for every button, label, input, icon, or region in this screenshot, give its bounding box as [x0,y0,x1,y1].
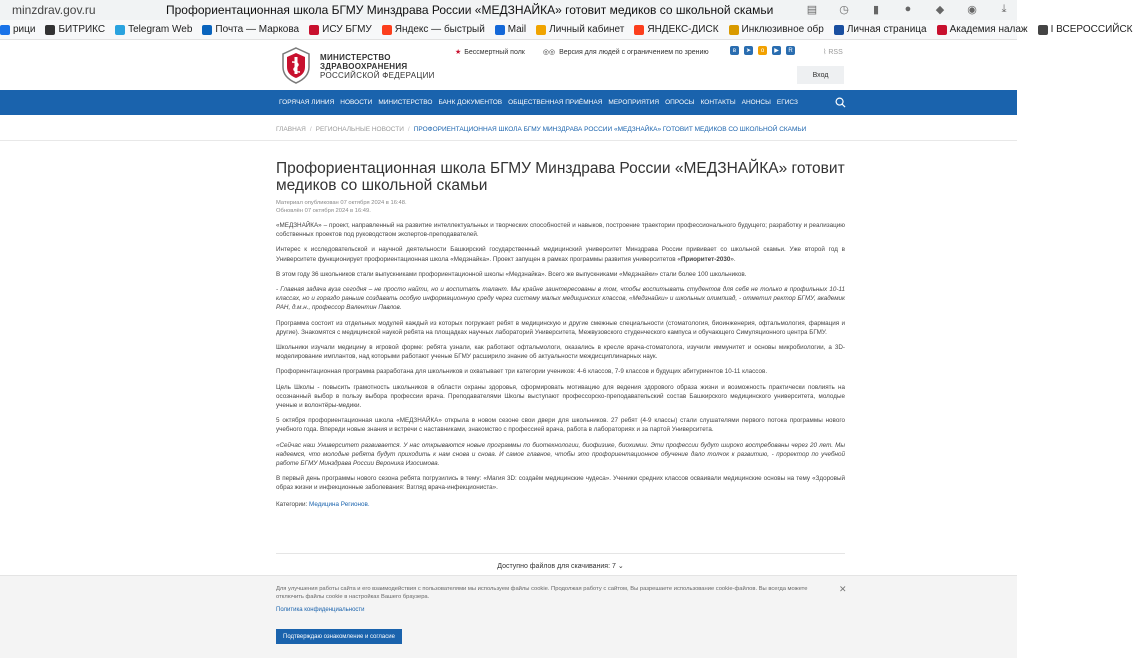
rss-link[interactable] [823,48,843,56]
bookmark-favicon-icon [536,25,546,35]
paragraph: Профориентационная программа разработана для школьников и охватывает три категории учеников: 4-6 классов, 7-9 классов и будущих абитуриентов 10-11 классов. [276,368,768,376]
bookmark-label: Академия налаж [949,24,1028,35]
ministry-name[interactable] [320,53,435,80]
breadcrumb-current: ПРОФОРИЕНТАЦИОННАЯ ШКОЛА БГМУ МИНЗДРАВА РОССИИ «МЕДЗНАЙКА» ГОТОВИТ МЕДИКОВ СО ШКОЛЬНОЙ СКАМЬИ [413,126,807,133]
bookmark-label: БИТРИКС [58,24,106,35]
downloads-label: Доступно файлов для скачивания: 7 [497,563,616,570]
glasses-icon: ◎◎ [542,49,556,56]
bookmark-label: Mail [507,24,527,35]
bookmark-favicon-icon [834,25,844,35]
nav-item[interactable]: МЕРОПРИЯТИЯ [608,99,660,106]
paragraph [276,245,845,263]
bookmark-label: Личный кабинет [549,24,625,35]
bookmark-favicon-icon [202,25,212,35]
bookmark-label: ИСУ БГМУ [322,24,372,35]
bookmark-item[interactable] [0,24,35,35]
nav-item[interactable]: НОВОСТИ [340,99,373,106]
login-button[interactable]: Вход [797,66,844,84]
rss-label: RSS [828,49,843,56]
bookmark-item[interactable] [115,24,192,35]
bookmark-item[interactable] [634,24,718,35]
tab-title: Профориентационная школа БГМУ Минздрава России «МЕДЗНАЙКА» готовит медиков со школьной скамьи [166,3,774,17]
bookmark-item[interactable] [536,24,624,35]
social-links [730,46,795,55]
site-header [0,40,1017,90]
cookie-text: Для улучшения работы сайта и его взаимодействия с пользователями мы используем файлы cookie. Продолжая работу с сайтом, Вы разрешаете использование cookie-файлов. Вы всегда можете отключить файлы cookie в настройках Вашего браузера. [276,586,808,600]
extension-icon[interactable]: ● [904,3,912,15]
bookmark-favicon-icon [382,25,392,35]
bookmark-label: Telegram Web [128,24,193,35]
bookmark-item[interactable] [729,24,824,35]
categories [276,501,845,508]
nav-item[interactable]: КОНТАКТЫ [700,99,736,106]
paragraph: В первый день программы нового сезона ребята погрузились в тему: «Магия 3D: создаём медицинские чудеса». Ученики средних классов осваивали медицинские основы на тему «Здоровый образ жизни и инфекционные заболевания: Взгляд врача-инфекциониста». [276,475,845,492]
bookmark-favicon-icon [729,25,739,35]
bookmark-favicon-icon [115,25,125,35]
paragraph: Программа состоит из отдельных модулей каждый из которых погружает ребят в медицинскую и другие смежные специальности (стоматология, биоинженерия, офтальмология, фармация и другие). Знакомятся с медицинской наукой ребята на площадках научных лабораторий Университета, Межвузовского студенческого кампуса и обучающего Симуляционного центра БГМУ. [276,319,845,336]
published-date: Материал опубликован 07 октября 2024 в 16:48. [276,200,407,206]
profile-icon[interactable]: ◉ [967,3,977,16]
bookmark-item[interactable] [382,24,485,35]
emblem-icon[interactable] [276,45,316,85]
accept-cookies-button[interactable]: Подтверждаю ознакомление и согласие [276,629,402,644]
vision-version-link[interactable]: Версия для людей с ограничением по зрению [559,48,709,56]
paragraph: Школьники изучали медицину в игровой форме: ребята узнали, как работают офтальмологи, оказались в кресле врача-стоматолога, изучили иммунитет и основы микробиологии, а 3D-моделирование имплантов, над которыми работают ученые БГМУ расширило знание об актуальности междисциплинарных наук. [276,344,845,361]
youtube-icon[interactable]: ▶ [772,46,781,55]
bookmark-favicon-icon [634,25,644,35]
nav-item[interactable]: ГОРЯЧАЯ ЛИНИЯ [279,99,335,106]
bookmarks-bar [0,20,1133,40]
cookie-banner [0,575,1017,658]
bookmark-item[interactable] [309,24,372,35]
bookmark-label: Инклюзивное обр [741,24,824,35]
privacy-policy-link[interactable]: Политика конфиденциальности [276,607,365,613]
program-name: Приоритет-2030 [680,255,731,263]
divider [0,140,1017,141]
reader-icon[interactable]: ▤ [806,3,818,16]
article [276,160,845,508]
star-icon: ★ [455,49,462,56]
bookmark-item[interactable] [937,24,1028,35]
article-meta [276,199,845,215]
downloads-toggle[interactable] [276,562,845,570]
paragraph: Цель Школы - повысить грамотность школьников в области охраны здоровья, сформировать мотивацию для ведения здорового образа жизни и возможность практически повлиять на осознанный выбор в пользу выбора профессии врача. Преподавателями Школы выступают профессорско-преподавательский состав Башкирского медицинского университета, молодые ученые и волонтёры-медики. [276,383,845,410]
nav-item[interactable]: МИНИСТЕРСТВО [378,99,433,106]
paragraph-text: Интерес к исследовательской и научной деятельности Башкирский государственный медицинский университет Минздрава России прививает со школьной скамьи. Уже второй год в Университете функционирует профориентационная школа «Медзнайка». Проект запущен в рамках программы развития университетов « [276,246,845,263]
browser-top-bar [0,0,1017,20]
nav-item[interactable]: БАНК ДОКУМЕНТОВ [438,99,503,106]
bookmark-item[interactable] [45,24,105,35]
categories-label: Категории: [276,500,308,508]
translate-icon[interactable]: ◷ [839,3,849,16]
browser-toolbar-icons [805,2,1011,16]
nav-item[interactable]: ЕГИСЗ [776,99,798,106]
bookmark-item[interactable] [1038,24,1133,35]
paragraph: 5 октября профориентационная школа «МЕДЗНАЙКА» открыла в новом сезоне свои двери для школьников. 27 ребят (4-9 классы) стали слушателями первого потока программы нового учебного года. Впереди новые знания и встречи с наставниками, знакомство с профессией врача, работа в лабораториях и за партой Университета. [276,417,845,434]
bookmark-favicon-icon [0,25,10,35]
nav-item[interactable]: ОПРОСЫ [665,99,695,106]
quote-paragraph: «Сейчас наш Университет развивается. У нас открываются новые программы по биотехнологии, биофизике, биохимии. Эти профессии будут широко востребованы через 20 лет. Мы надеемся, что молодые ребята будут приходить к нам снова и снова. И самое главное, чтобы это профориентационное обучение дало толчок к развитию, - проректор по учебной работе БГМУ Минздрава России Вероника Изосимова. [276,441,845,468]
close-icon[interactable]: ✕ [839,584,847,594]
main-nav [0,90,1017,115]
paragraph: «МЕДЗНАЙКА» – проект, направленный на развитие интеллектуальных и творческих способностей и навыков, построение траектории профессионального будущего; разработку и реализацию собственных проектов под руководством экспертов-преподавателей. [276,222,845,239]
bookmark-favicon-icon [1038,25,1048,35]
paragraph: В этом году 36 школьников стали выпускниками профориентационной школы «Медзнайка». Всего же выпускниками «Медзнайки» стали более 100 школьников. [276,270,747,278]
ministry-name-line2: ЗДРАВООХРАНЕНИЯ [320,62,408,71]
breadcrumb: ГЛАВНАЯ / РЕГИОНАЛЬНЫЕ НОВОСТИ / ПРОФОРИЕНТАЦИОННАЯ ШКОЛА БГМУ МИНЗДРАВА РОССИИ «МЕДЗНАЙКА» ГОТОВИТ МЕДИКОВ СО ШКОЛЬНОЙ СКАМЬИ [276,126,807,133]
bookmark-label: Почта — Маркова [215,24,300,35]
download-icon[interactable]: ⤓ [1001,2,1007,15]
bookmark-favicon-icon [45,25,55,35]
odnoklassniki-icon[interactable]: о [758,46,767,55]
divider [276,553,845,554]
rutube-icon[interactable]: R [786,46,795,55]
shield-icon[interactable]: ◆ [935,3,945,16]
immortal-regiment-link[interactable]: Бессмертный полк [464,48,525,56]
rss-icon: ⌇ [823,49,827,56]
bookmark-item[interactable] [834,24,927,35]
bookmark-item[interactable] [202,24,299,35]
updated-date: Обновлён 07 октября 2024 в 16:49. [276,208,371,214]
ministry-name-line1: МИНИСТЕРСТВО [320,53,391,62]
category-link[interactable]: Медицина Регионов. [309,500,370,508]
breadcrumb-home[interactable]: ГЛАВНАЯ [276,126,306,133]
paragraph-text-end: ». [730,255,736,263]
bookmark-favicon-icon [937,25,947,35]
address-bar[interactable]: minzdrav.gov.ru [12,3,96,17]
bookmark-favicon-icon [495,25,505,35]
bookmark-favicon-icon [309,25,319,35]
ministry-name-line3: РОССИЙСКОЙ ФЕДЕРАЦИИ [320,71,435,80]
bookmark-item[interactable] [495,24,526,35]
bookmark-label: ЯНДЕКС-ДИСК [647,24,719,35]
telegram-icon[interactable]: ➤ [745,48,752,54]
chevron-down-icon: ⌄ [617,563,624,570]
vk-icon[interactable]: в [730,46,739,55]
bookmark-icon[interactable]: ▮ [872,3,880,16]
bookmark-label: рици [13,24,36,35]
nav-items [279,90,798,115]
bookmark-label: Яндекс — быстрый [394,24,485,35]
quote-paragraph: - Главная задача вуза сегодня – не просто найти, но и воспитать талант. Мы крайне заинтересованы в том, чтобы воспитывать студентов для себя не только в профильных 10-11 классах, но и гораздо раньше создавать особую информационную среду через систему малых медицинских классов, «Медзнайки» и школьных олимпиад, - отметил ректор БГМУ, академик РАН, д.м.н., профессор Валентин Павлов. [276,286,845,312]
nav-item[interactable]: АНОНСЫ [741,99,771,106]
bookmark-label: Личная страница [846,24,927,35]
bookmark-label: I ВСЕРОССИЙСК [1050,24,1133,35]
header-links [455,48,709,56]
search-icon[interactable] [835,97,846,108]
nav-item[interactable]: ОБЩЕСТВЕННАЯ ПРИЁМНАЯ [508,99,603,106]
page-title: Профориентационная школа БГМУ Минздрава России «МЕДЗНАЙКА» готовит медиков со школьной скамьи [276,160,845,194]
breadcrumb-section[interactable]: РЕГИОНАЛЬНЫЕ НОВОСТИ [315,126,404,133]
